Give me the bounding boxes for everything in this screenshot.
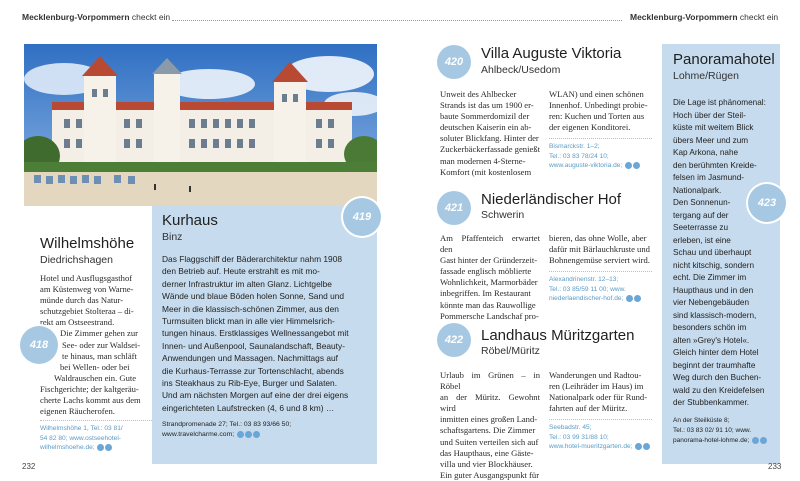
entry-422-text-col1: Urlaub im Grünen – in Röbel an der Müritz. Gewohnt wird inmitten eines großen Land- schaftsgartens. Die Zimmer und Suiten verteilen sich auf das Haupthaus, eine Gäste- villa und vier Blockhäuser. Ein guter Ausgangspunkt für xyxy=(440,370,540,480)
entry-423-location: Lohme/Rügen xyxy=(673,70,739,82)
entry-418-text: Hotel und Ausflugsgasthof am Küstenweg von Warne- münde durch das Natur- schutzgebiet Stolteraa – di- rekt am Ostseestrand. Die Zimmer gehen zur See- oder zur Waldsei- te hinaus, man schläft bei Wellen- oder bei Waldrauschen ein. Gute Fischgerichte; der kaltgeräu- cherte Lachs kommt aus dem eigenen Räucherofen. xyxy=(40,273,141,417)
entry-422-address: Seebadstr. 45; Tel.: 03 99 31/88 10; www.hotel-mueritzgarten.de; xyxy=(549,423,659,452)
map-icons xyxy=(236,431,260,438)
entry-422-location: Röbel/Müritz xyxy=(481,345,540,357)
map-grid-icon xyxy=(760,437,767,444)
entry-422-number-badge: 422 xyxy=(437,323,471,357)
entry-423-title: Panoramahotel xyxy=(673,51,775,68)
map-icons xyxy=(625,295,641,302)
entry-418-number-badge: 418 xyxy=(20,326,58,364)
kurhaus-binz-photo xyxy=(24,44,377,206)
entry-421-title: Niederländischer Hof xyxy=(481,191,622,208)
entry-419-address: Strandpromenade 27; Tel.: 03 83 93/66 50; www.travelcharme.com; xyxy=(162,421,292,438)
entry-419-location: Binz xyxy=(162,231,183,243)
entry-421-number-badge: 421 xyxy=(437,191,471,225)
map-grid-icon xyxy=(634,295,641,302)
entry-423-number-badge: 423 xyxy=(748,184,786,222)
entry-421-text-col2: bieren, das ohne Wolle, aber dafür mit Bärlauchkruste und Bohnengemüse serviert wird. xyxy=(549,233,650,266)
entry-422-separator xyxy=(549,419,652,420)
entry-420-number-badge: 420 xyxy=(437,45,471,79)
map-pin-icon xyxy=(752,437,759,444)
header-dotted-rule xyxy=(172,20,622,21)
map-icons xyxy=(751,437,767,444)
map-icons xyxy=(96,444,112,451)
map-pin-icon xyxy=(237,431,244,438)
map-grid-icon xyxy=(105,444,112,451)
map-grid-icon xyxy=(633,162,640,169)
map-grid-icon xyxy=(245,431,252,438)
map-grid-icon xyxy=(643,443,650,450)
entry-419-text: Das Flaggschiff der Bäderarchitektur nahm 1908 den Betrieb auf. Heute erstrahlt es mit mo- derner Infrastruktur im alten Glanz. Lichtgelbe Wände und blaue Böden holen Sonne, Sand und Meer in die klassisch-schönen Zimmer, aus den Turmsuiten blickt man in alle vier Himmelsrich- tungen hinaus. Erstklassiges Wellnessangebot mit Innen- und Außenpool, Saunalandschaft, Beauty- Anwendungen und Massagen. Nachmittags auf die Kurhaus-Terrasse zur Tortenschlacht, abends ins Steakhaus zu Rib-Eye, Burger und Salaten. Und am nächsten Morgen auf eine der drei eigens eingerichteten Laufstrecken (4, 6 und 8 km) … xyxy=(162,254,349,413)
entry-420-location: Ahlbeck/Usedom xyxy=(481,64,561,76)
entry-421-separator xyxy=(549,271,652,272)
map-pin-icon xyxy=(635,443,642,450)
entry-422-text-col2: Wanderungen und Radtou- ren (Leihräder im Haus) im Nationalpark oder für Rund- fahrten auf der Müritz. xyxy=(549,370,648,414)
map-icons xyxy=(634,443,650,450)
entry-419-number-badge: 419 xyxy=(343,198,381,236)
entry-422-title: Landhaus Müritzgarten xyxy=(481,327,635,344)
entry-420-separator xyxy=(549,138,652,139)
entry-421-address: Alexandrinenstr. 12–13; Tel.: 03 85/59 11 00; www. niederlaendischer-hof.de; xyxy=(549,275,659,304)
left-running-header: Mecklenburg-Vorpommern checkt ein xyxy=(22,12,171,22)
entry-420-text-col1: Unweit des Ahlbecker Strands ist das um 1900 er- baute Sommerdomizil der deutschen Kaiserin ein ab- soluter Blickfang. Hinter der Zuckerbäckerfassade genießt man modernen 4-Sterne- Komfort (mit kostenlosem xyxy=(440,89,540,177)
map-pin-icon xyxy=(97,444,104,451)
entry-418-title: Wilhelmshöhe xyxy=(40,235,135,252)
entry-420-text-col2: WLAN) und einen schönen Innenhof. Unbedingt probie- ren: Kuchen und Torten aus der eigenen Konditorei. xyxy=(549,89,648,133)
entry-421-location: Schwerin xyxy=(481,209,525,221)
entry-423-text: Die Lage ist phänomenal: Hoch über der Steil- küste mit weitem Blick übers Meer und zum Kap Arkona, nahe den berühmten Kreide- felsen im Jasmund- Nationalpark. Den Sonnenun- tergang auf der Seeterrasse zu erleben, ist eine Schau und überhaupt nicht kitschig, sondern echt. Die Zimmer im Haupthaus und in den vier Nebengebäuden sind klassisch-modern, besonders schön im alten »Grey's Hotel«. Gleich hinter dem Hotel beginnt der traumhafte Weg durch den Buchen- wald zu den Kreidefelsen der Stubbenkammer. xyxy=(673,98,766,407)
right-running-header: Mecklenburg-Vorpommern checkt ein xyxy=(630,12,779,22)
map-icons xyxy=(624,162,640,169)
entry-419-title: Kurhaus xyxy=(162,212,218,229)
entry-418-location: Diedrichshagen xyxy=(40,254,113,266)
entry-423-address: An der Steilküste 8; Tel.: 03 83 02/ 91 10; www. panorama-hotel-lohme.de; xyxy=(673,416,779,446)
page-number-right: 233 xyxy=(768,462,782,471)
web-icon xyxy=(253,431,260,438)
entry-421-text-col1: Am Pfaffenteich erwartet den Gast hinter der Gründerzeit- fassade englisch möblierte Wohnlichkeit, Marmorbäder inbegriffen. Im Restaurant könnte man das Rauwollige Pommersche Landschaf pro- xyxy=(440,233,540,321)
entry-420-title: Villa Auguste Viktoria xyxy=(481,45,622,62)
entry-420-address: Bismarckstr. 1–2; Tel.: 03 83 78/24 10; www.auguste-viktoria.de; xyxy=(549,142,659,171)
entry-418-separator xyxy=(40,420,152,421)
map-pin-icon xyxy=(626,295,633,302)
page-number-left: 232 xyxy=(22,462,36,471)
map-pin-icon xyxy=(625,162,632,169)
entry-418-address: Wilhelmshöhe 1, Tel.: 03 81/ 54 82 80; www.ostseehotel- wilhelmshoehe.de; xyxy=(40,425,123,452)
